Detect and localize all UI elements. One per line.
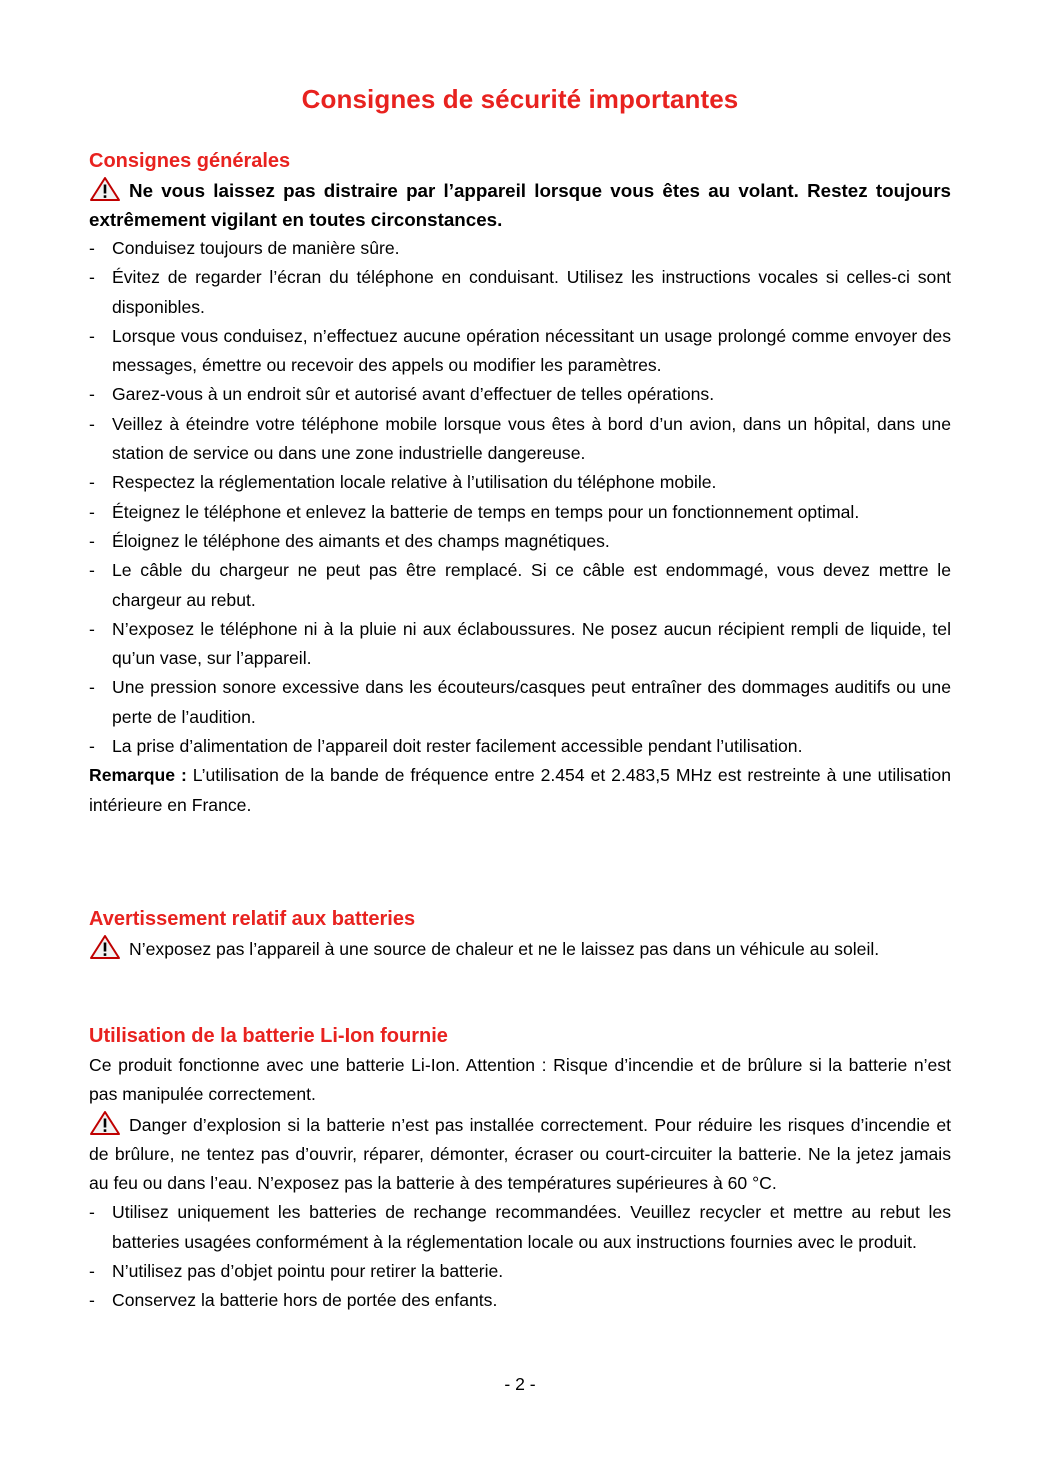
- section-general: [89, 147, 951, 820]
- liion-list: [89, 1198, 951, 1315]
- section-liion: [89, 1022, 951, 1316]
- list-item: - N’utilisez pas d’objet pointu pour retirer la batterie.: [89, 1261, 504, 1282]
- list-item: - Éteignez le téléphone et enlevez la batterie de temps en temps pour un fonctionnement optimal.: [89, 501, 860, 522]
- list-item: - Utilisez uniquement les batteries de rechange recommandées. Veuillez recycler et mettre au rebut les batteries usagées conformément à la réglementation locale ou aux instructions fournies avec le produit.: [89, 1202, 951, 1252]
- remark-text: L’utilisation de la bande de fréquence entre 2.454 et 2.483,5 MHz est restreinte à une utilisation intérieure en France.: [89, 765, 952, 815]
- list-item: - La prise d’alimentation de l’appareil doit rester facilement accessible pendant l’utilisation.: [89, 736, 803, 757]
- list-item: - Le câble du chargeur ne peut pas être remplacé. Si ce câble est endommagé, vous devez mettre le chargeur au rebut.: [89, 560, 951, 610]
- warning-triangle-icon: [89, 1110, 121, 1136]
- list-item: - Respectez la réglementation locale relative à l’utilisation du téléphone mobile.: [89, 472, 717, 493]
- explosion-warning: Danger d’explosion si la batterie n’est pas installée correctement. Pour réduire les risques d’incendie et de brûlure, ne tentez pas d’ouvrir, réparer, démonter, écraser ou court-circuiter la batterie. Ne la jetez jamais au feu ou dans l’eau. N’exposez pas la batterie à des températures supérieures à 60 °C.: [89, 1110, 951, 1199]
- list-item: - Évitez de regarder l’écran du téléphone en conduisant. Utilisez les instructions vocales si celles-ci sont disponibles.: [89, 267, 951, 317]
- list-item: - Veillez à éteindre votre téléphone mobile lorsque vous êtes à bord d’un avion, dans un hôpital, dans une station de service ou dans une zone industrielle dangereuse.: [89, 413, 951, 464]
- section-battery-warning: [89, 905, 951, 964]
- general-list: [89, 234, 951, 761]
- list-item: - N’exposez le téléphone ni à la pluie ni aux éclaboussures. Ne posez aucun récipient rempli de liquide, tel qu’un vase, sur l’appareil.: [89, 618, 951, 669]
- list-item: - Conservez la batterie hors de portée des enfants.: [89, 1290, 498, 1311]
- list-item: - Éloignez le téléphone des aimants et des champs magnétiques.: [89, 530, 610, 551]
- section-heading-liion: Utilisation de la batterie Li-Ion fournie: [89, 1025, 448, 1047]
- page-number: - 2 -: [504, 1374, 536, 1394]
- warning-triangle-icon: [89, 176, 121, 202]
- liion-intro: Ce produit fonctionne avec une batterie Li-Ion. Attention : Risque d’incendie et de brûlure si la batterie n’est pas manipulée correctement.: [89, 1055, 951, 1105]
- remark-label: Remarque :: [89, 765, 187, 786]
- warning-triangle-icon: [89, 934, 121, 960]
- list-item: - Conduisez toujours de manière sûre.: [89, 238, 400, 258]
- list-item: - Lorsque vous conduisez, n’effectuez aucune opération nécessitant un usage prolongé comme envoyer des messages, émettre ou recevoir des appels ou modifier les paramètres.: [89, 325, 951, 376]
- remark: [89, 761, 951, 820]
- section-heading-general: Consignes générales: [89, 150, 291, 172]
- driving-warning-text: Ne vous laissez pas distraire par l’appareil lorsque vous êtes au volant. Restez toujours extrêmement vigilant en toutes circonstances.: [89, 180, 951, 230]
- driving-warning: [89, 176, 951, 234]
- section-heading-battery-warning: Avertissement relatif aux batteries: [89, 908, 416, 930]
- list-item: - Une pression sonore excessive dans les écouteurs/casques peut entraîner des dommages auditifs ou une perte de l’audition.: [89, 677, 951, 727]
- battery-heat-warning: N’exposez pas l’appareil à une source de chaleur et ne le laissez pas dans un véhicule au soleil.: [89, 934, 951, 964]
- page-title: Consignes de sécurité importantes: [301, 84, 739, 114]
- list-item: - Garez-vous à un endroit sûr et autorisé avant d’effectuer de telles opérations.: [89, 384, 715, 405]
